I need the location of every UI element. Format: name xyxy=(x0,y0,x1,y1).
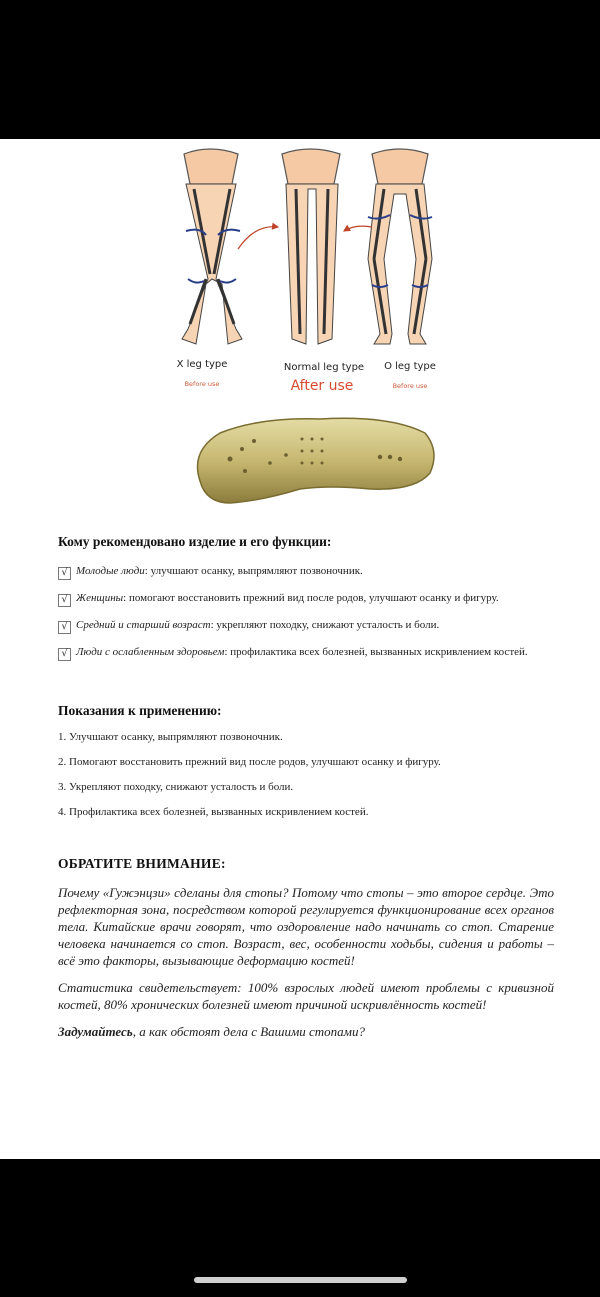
o-leg-label: O leg type xyxy=(384,361,436,372)
item-label: Люди с ослабленным здоровьем xyxy=(76,646,225,658)
checkbox-icon: √ xyxy=(58,594,71,607)
think-rest: , а как обстоят дела с Вашими стопами? xyxy=(132,1024,365,1039)
recommended-item xyxy=(58,564,554,580)
o-leg-sub: Before use xyxy=(392,382,428,390)
indication-item: 3. Укрепляют походку, снижают усталость и боли. xyxy=(58,781,294,793)
item-label: Средний и старший возраст xyxy=(76,619,211,631)
skeleton-legs-drawing xyxy=(0,139,600,389)
indication-item: 4. Профилактика всех болезней, вызванных искривлением костей. xyxy=(58,806,369,818)
document-page xyxy=(0,139,600,1159)
item-text: : укрепляют походку, снижают усталость и боли. xyxy=(210,619,440,631)
indication-item: 1. Улучшают осанку, выпрямляют позвоночник. xyxy=(58,731,283,743)
attention-paragraph-3 xyxy=(58,1023,554,1040)
recommended-heading: Кому рекомендовано изделие и его функции: xyxy=(58,534,332,549)
normal-leg-sub: After use xyxy=(290,378,354,394)
recommended-item xyxy=(58,591,554,607)
recommended-item xyxy=(58,618,554,634)
arrow-o-to-normal xyxy=(344,226,372,231)
x-leg-label: X leg type xyxy=(176,359,228,370)
insole-image xyxy=(190,411,440,511)
think-bold: Задумайтесь xyxy=(58,1024,133,1039)
attention-heading: ОБРАТИТЕ ВНИМАНИЕ: xyxy=(58,856,226,871)
indication-item: 2. Помогают восстановить прежний вид после родов, улучшают осанку и фигуру. xyxy=(58,756,441,768)
leg-types-illustration xyxy=(0,139,600,519)
recommended-item xyxy=(58,645,554,661)
item-label: Женщины xyxy=(76,592,124,604)
normal-leg-label: Normal leg type xyxy=(283,362,365,373)
checkbox-icon: √ xyxy=(58,567,71,580)
item-label: Молодые люди xyxy=(76,565,145,577)
x-leg-sub: Before use xyxy=(184,380,220,388)
arrow-x-to-normal xyxy=(238,227,278,249)
checkbox-icon: √ xyxy=(58,621,71,634)
x-leg-skeleton xyxy=(182,149,242,344)
o-leg-skeleton xyxy=(368,149,432,344)
item-text: : улучшают осанку, выпрямляют позвоночник. xyxy=(144,565,363,577)
item-text: : профилактика всех болезней, вызванных искривлением костей. xyxy=(224,646,528,658)
attention-paragraph-2: Статистика свидетельствует: 100% взрослых людей имеют проблемы с кривизной костей, 80% хронических болезней имеют причиной искривлённость костей! xyxy=(58,980,554,1012)
home-indicator[interactable] xyxy=(194,1277,407,1283)
attention-paragraph-1: Почему «Гужэнцзи» сделаны для стопы? Потому что стопы – это второе сердце. Это рефлекторная зона, посредством которой регулируется функционирование всех органов тела. Китайские врачи говорят, что оздоровление надо начинать со стоп. Старение человека начинается со стоп. Возраст, вес, особенности ходьбы, сидения и работы – всё это факторы, вызывающие деформацию костей! xyxy=(58,885,554,968)
indications-heading: Показания к применению: xyxy=(58,703,222,718)
document-content xyxy=(58,534,554,1040)
normal-leg-skeleton xyxy=(282,149,340,344)
checkbox-icon: √ xyxy=(58,648,71,661)
item-text: : помогают восстановить прежний вид после родов, улучшают осанку и фигуру. xyxy=(123,592,499,604)
